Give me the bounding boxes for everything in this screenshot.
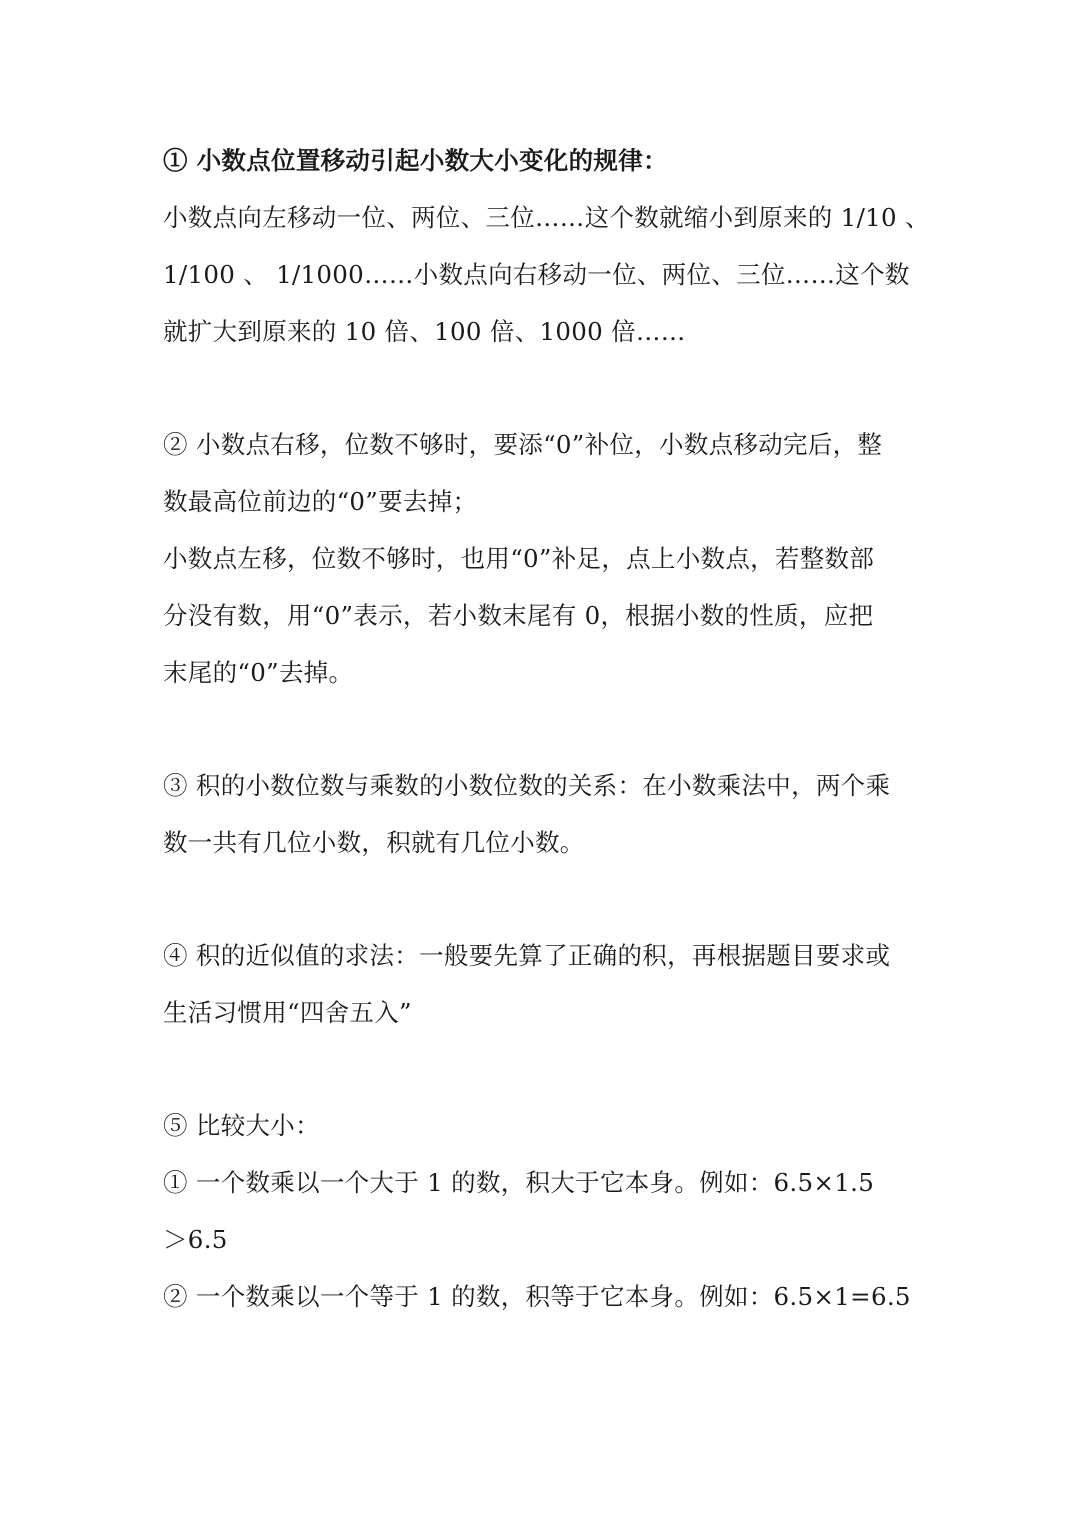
section-1 bbox=[163, 132, 930, 360]
section-spacer bbox=[163, 360, 923, 416]
section-3-line-1: ③ 积的小数位数与乘数的小数位数的关系：在小数乘法中，两个乘 bbox=[163, 771, 891, 800]
section-4-line-2: 生活习惯用“四舍五入” bbox=[163, 998, 412, 1027]
section-4-line-1: ④ 积的近似值的求法：一般要先算了正确的积，再根据题目要求或 bbox=[163, 941, 891, 970]
section-spacer bbox=[163, 1041, 923, 1097]
section-3 bbox=[163, 757, 923, 871]
document-page bbox=[163, 132, 930, 1325]
section-2-line-3: 小数点左移，位数不够时，也用“0”补足，点上小数点，若整数部 bbox=[163, 544, 875, 573]
section-5-line-2: ① 一个数乘以一个大于 1 的数，积大于它本身。例如：6.5×1.5 bbox=[163, 1168, 875, 1197]
section-3-line-2: 数一共有几位小数，积就有几位小数。 bbox=[163, 828, 585, 857]
section-1-line-2: 小数点向左移动一位、两位、三位……这个数就缩小到原来的 1/10 、 bbox=[163, 203, 930, 232]
section-5-line-3: ＞6.5 bbox=[163, 1225, 228, 1254]
section-2-line-5: 末尾的“0”去掉。 bbox=[163, 658, 354, 687]
section-2-line-1: ② 小数点右移，位数不够时，要添“0”补位，小数点移动完后，整 bbox=[163, 430, 883, 459]
section-2 bbox=[163, 416, 923, 701]
section-1-line-4: 就扩大到原来的 10 倍、100 倍、1000 倍…… bbox=[163, 317, 686, 346]
section-1-heading: ① 小数点位置移动引起小数大小变化的规律： bbox=[163, 146, 668, 175]
section-spacer bbox=[163, 871, 923, 927]
section-spacer bbox=[163, 701, 923, 757]
section-2-line-2: 数最高位前边的“0”要去掉； bbox=[163, 487, 478, 516]
section-4 bbox=[163, 927, 923, 1041]
section-1-line-3: 1/100 、 1/1000……小数点向右移动一位、两位、三位……这个数 bbox=[163, 260, 910, 289]
section-2-line-4: 分没有数，用“0”表示，若小数末尾有 0，根据小数的性质，应把 bbox=[163, 601, 874, 630]
section-5 bbox=[163, 1097, 923, 1325]
section-5-line-4: ② 一个数乘以一个等于 1 的数，积等于它本身。例如：6.5×1=6.5 bbox=[163, 1282, 911, 1311]
section-5-line-1: ⑤ 比较大小： bbox=[163, 1111, 320, 1140]
